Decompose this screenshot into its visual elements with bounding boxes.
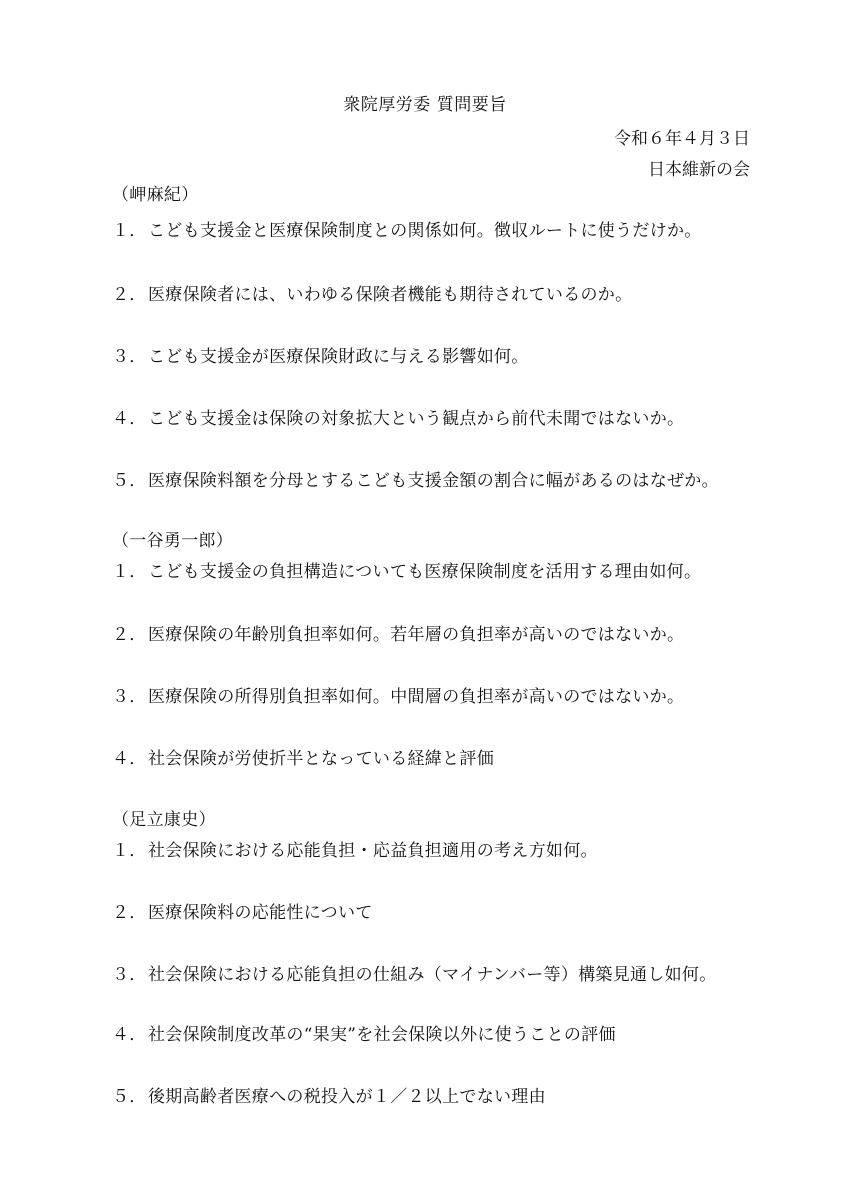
document-title: 衆院厚労委 質問要旨 bbox=[343, 95, 507, 115]
question-text: 社会保険における応能負担の仕組み（マイナンバー等）構築見通し如何。 bbox=[148, 965, 717, 985]
speaker-heading: （岬麻紀） bbox=[112, 185, 199, 205]
question-item bbox=[112, 1020, 616, 1045]
question-item bbox=[112, 682, 684, 707]
question-item bbox=[112, 466, 719, 491]
question-item bbox=[112, 744, 494, 769]
question-number: ２． bbox=[112, 903, 147, 923]
question-text: こども支援金と医療保険制度との関係如何。徴収ルートに使うだけか。 bbox=[148, 221, 702, 241]
question-text: 医療保険の所得別負担率如何。中間層の負担率が高いのではないか。 bbox=[148, 687, 685, 707]
speaker-heading: （足立康史） bbox=[112, 810, 216, 830]
question-number: ２． bbox=[112, 625, 147, 645]
question-item bbox=[112, 557, 701, 582]
document-date: 令和６年４月３日 bbox=[614, 129, 750, 149]
question-item bbox=[112, 1082, 546, 1107]
party-name: 日本維新の会 bbox=[648, 160, 750, 180]
question-text: こども支援金の負担構造についても医療保険制度を活用する理由如何。 bbox=[148, 562, 702, 582]
question-number: ３． bbox=[112, 347, 147, 367]
question-item bbox=[112, 216, 702, 241]
question-number: ５． bbox=[112, 471, 147, 491]
question-item bbox=[112, 404, 684, 429]
question-item bbox=[112, 342, 529, 367]
question-text: 医療保険料の応能性について bbox=[148, 903, 373, 923]
question-text: 医療保険者には、いわゆる保険者機能も期待されているのか。 bbox=[148, 285, 633, 305]
question-number: ５． bbox=[112, 1087, 147, 1107]
question-text: こども支援金は保険の対象拡大という観点から前代未聞ではないか。 bbox=[148, 409, 685, 429]
question-item bbox=[112, 836, 598, 861]
question-text: 医療保険の年齢別負担率如何。若年層の負担率が高いのではないか。 bbox=[148, 625, 685, 645]
question-item bbox=[112, 898, 373, 923]
question-number: １． bbox=[112, 221, 147, 241]
question-text: 後期高齢者医療への税投入が１／２以上でない理由 bbox=[148, 1087, 546, 1107]
question-number: ４． bbox=[112, 749, 147, 769]
question-text: 社会保険制度改革の“果実”を社会保険以外に使うことの評価 bbox=[148, 1025, 616, 1045]
question-item bbox=[112, 620, 684, 645]
speaker-heading: （一谷勇一郎） bbox=[112, 531, 234, 551]
question-number: １． bbox=[112, 562, 147, 582]
question-number: ４． bbox=[112, 409, 147, 429]
question-number: ３． bbox=[112, 965, 147, 985]
question-text: こども支援金が医療保険財政に与える影響如何。 bbox=[148, 347, 529, 367]
question-text: 医療保険料額を分母とするこども支援金額の割合に幅があるのはなぜか。 bbox=[148, 471, 719, 491]
question-number: ４． bbox=[112, 1025, 147, 1045]
question-number: １． bbox=[112, 841, 147, 861]
question-item bbox=[112, 280, 632, 305]
question-number: ３． bbox=[112, 687, 147, 707]
question-item bbox=[112, 960, 717, 985]
question-number: ２． bbox=[112, 285, 147, 305]
question-text: 社会保険が労使折半となっている経緯と評価 bbox=[148, 749, 494, 769]
question-text: 社会保険における応能負担・応益負担適用の考え方如何。 bbox=[148, 841, 598, 861]
